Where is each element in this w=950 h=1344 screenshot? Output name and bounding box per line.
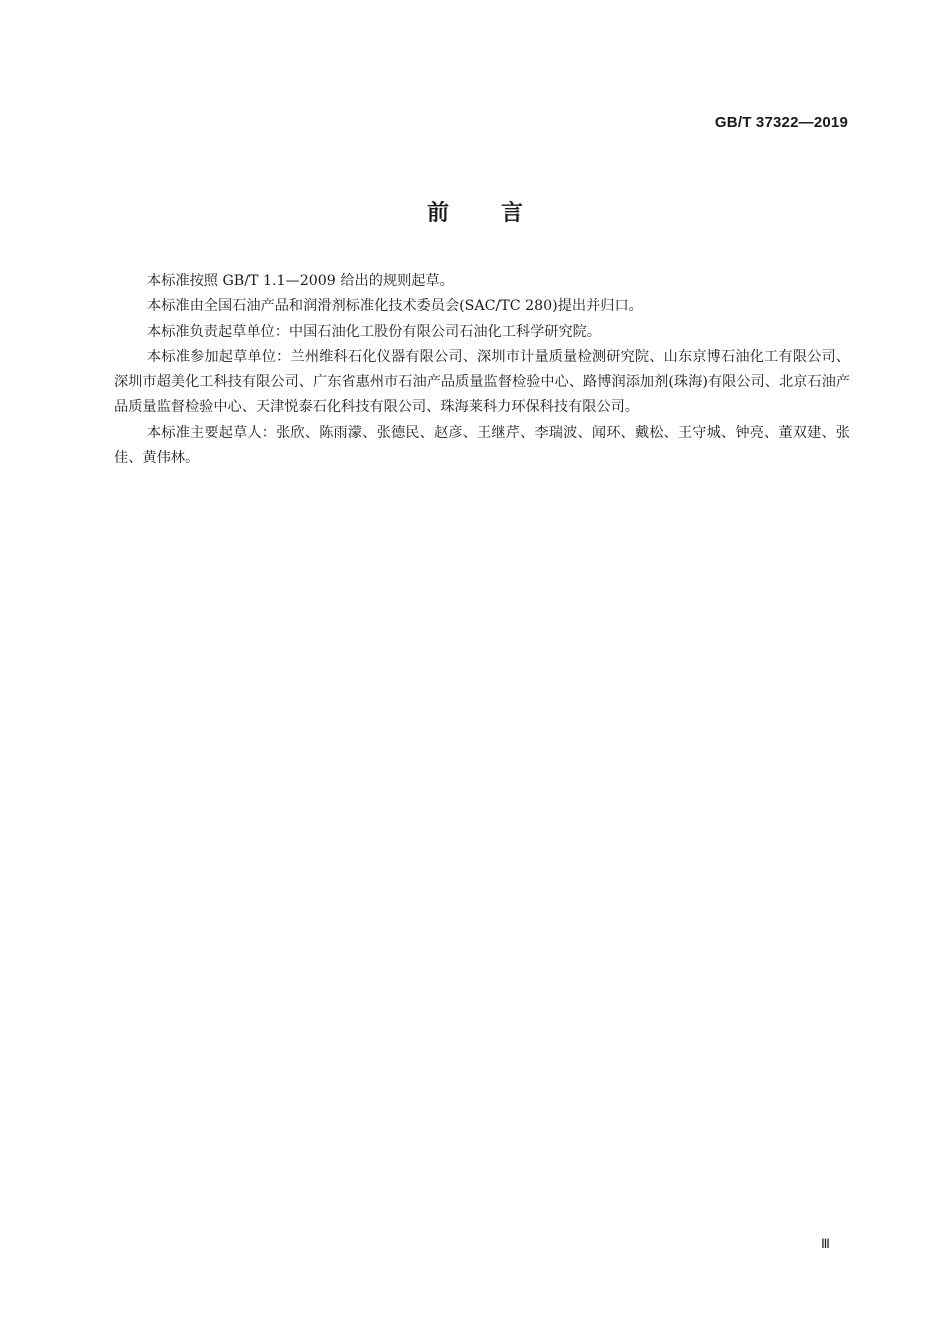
paragraph-proposer: 本标准由全国石油产品和润滑剂标准化技术委员会(SAC/TC 280)提出并归口。 bbox=[147, 298, 643, 315]
page-title: 前言 bbox=[426, 201, 575, 226]
paragraph-responsible-unit: 本标准负责起草单位：中国石油化工股份有限公司石油化工科学研究院。 bbox=[147, 323, 602, 340]
foreword-body bbox=[114, 269, 850, 471]
standard-code: GB/T 37322—2019 bbox=[714, 114, 848, 131]
paragraph-drafting-rules: 本标准按照 GB/T 1.1—2009 给出的规则起草。 bbox=[147, 273, 454, 289]
paragraph-participating-units: 本标准参加起草单位：兰州维科石化仪器有限公司、深圳市计量质量检测研究院、山东京博石油化工有限公司、深圳市超美化工科技有限公司、广东省惠州市石油产品质量监督检验中心、路博润添加剂(珠海)有限公司、北京石油产品质量监督检验中心、天津悦泰石化科技有限公司、珠海莱科力环保科技有限公司。 bbox=[114, 348, 850, 416]
page-number: Ⅲ bbox=[821, 1236, 830, 1251]
paragraph-main-drafters: 本标准主要起草人：张欣、陈雨濛、张德民、赵彦、王继芹、李瑞波、闻环、戴松、王守城、钟亮、董双建、张佳、黄伟林。 bbox=[114, 424, 850, 467]
